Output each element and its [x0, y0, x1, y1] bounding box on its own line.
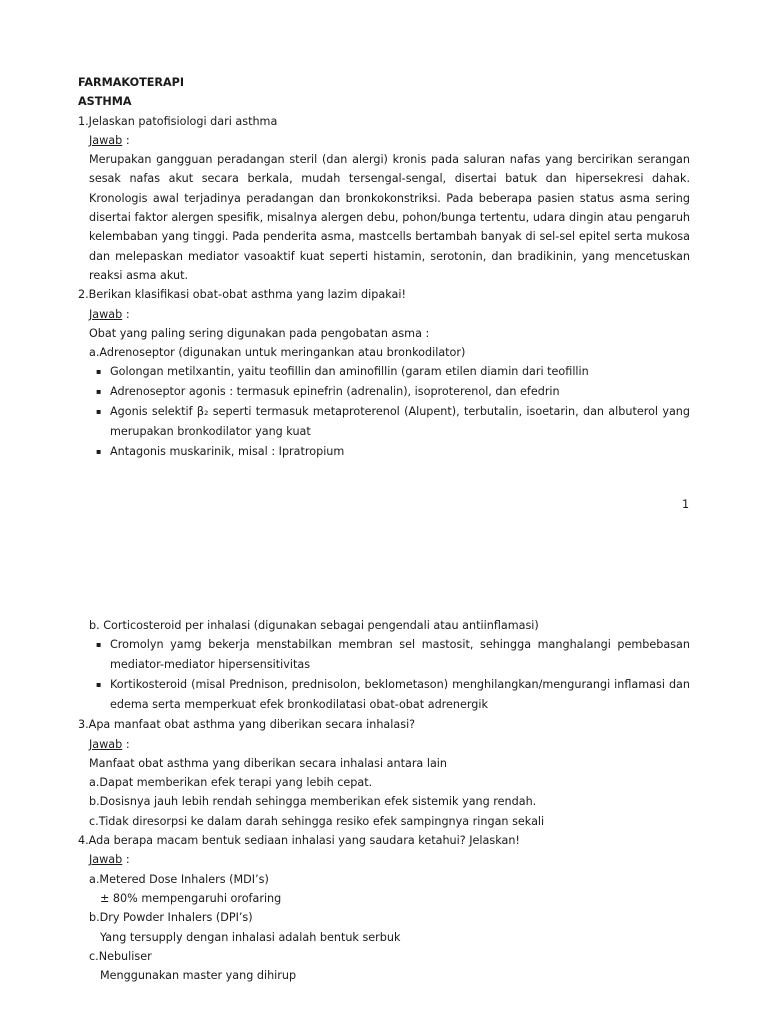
list-item	[78, 362, 690, 382]
list-item	[78, 382, 690, 402]
answer-2-item-a: a.Adrenoseptor (digunakan untuk meringankan atau bronkodilator)	[89, 346, 466, 360]
answer-3-intro: Manfaat obat asthma yang diberikan secara inhalasi antara lain	[89, 756, 448, 770]
jawab-label: Jawab	[89, 853, 123, 867]
square-bullet-icon: ▪	[96, 387, 102, 397]
list-item	[78, 675, 690, 715]
answer-1-text: Merupakan gangguan peradangan steril (dan alergi) kronis pada saluran nafas yang bercirikan serangan sesak nafas akut secara berkala, mudah tersengal-sengal, disertai batuk dan hipersekresi dahak. Kronologis awal terjadinya peradangan dan bronkokonstriksi. Pada beberapa pasien status asma sering disertai faktor alergen spesifik, misalnya alergen debu, pohon/bunga tertentu, udara dingin atau pengaruh kelembaban yang tinggi. Pada penderita asma, mastcells bertambah banyak di sel-sel epitel serta mukosa dan melepaskan mediator vasoaktif kuat seperti histamin, serotonin, dan bradikinin, yang mencetuskan reaksi asma akut.	[89, 153, 690, 282]
question-1: 1.Jelaskan patofisiologi dari asthma	[78, 114, 278, 128]
answer-4-item-b-desc: Yang tersupply dengan inhalasi adalah bentuk serbuk	[100, 930, 401, 944]
page-2-content	[78, 616, 690, 985]
answer-4-item-a-desc: ± 80% mempengaruhi orofaring	[100, 891, 282, 905]
answer-4-item-c: c.Nebuliser	[89, 949, 152, 963]
bullet-text: Cromolyn yamg bekerja menstabilkan membran sel mastosit, sehingga manghalangi pembebasan mediator-mediator hipersensitivitas	[110, 638, 690, 672]
answer-2-item-b: b. Corticosteroid per inhalasi (digunakan sebagai pengendali atau antiinflamasi)	[89, 619, 539, 632]
answer-label-3	[78, 735, 690, 754]
bullet-text: Agonis selektif β₂ seperti termasuk metaproterenol (Alupent), terbutalin, isoetarin, dan albuterol yang merupakan bronkodilator yang kuat	[110, 405, 690, 439]
answer-2-intro: Obat yang paling sering digunakan pada pengobatan asma :	[89, 326, 430, 340]
doc-title-asthma: ASTHMA	[78, 95, 132, 109]
jawab-colon: :	[122, 133, 130, 147]
question-3: 3.Apa manfaat obat asthma yang diberikan secara inhalasi?	[78, 718, 416, 732]
answer-label-4	[78, 850, 690, 869]
answer-3-item-a: a.Dapat memberikan efek terapi yang lebih cepat.	[89, 776, 373, 790]
square-bullet-icon: ▪	[96, 447, 102, 457]
doc-title-farmakoterapi: FARMAKOTERAPI	[78, 76, 185, 89]
bullet-text: Adrenoseptor agonis : termasuk epinefrin (adrenalin), isoproterenol, dan efedrin	[110, 385, 560, 399]
bullet-text: Kortikosteroid (misal Prednison, prednisolon, beklometason) menghilangkan/mengurangi inflamasi dan edema serta memperkuat efek bronkodilatasi obat-obat adrenergik	[110, 678, 690, 712]
jawab-colon: :	[122, 737, 130, 751]
answer-3-item-c: c.Tidak diresorpsi ke dalam darah sehingga resiko efek sampingnya ringan sekali	[89, 814, 545, 828]
square-bullet-icon: ▪	[96, 407, 102, 417]
square-bullet-icon: ▪	[96, 367, 102, 377]
answer-2b-bullet-list	[78, 635, 690, 715]
jawab-colon: :	[122, 853, 130, 867]
answer-label-2	[78, 305, 690, 324]
answer-label-1	[78, 131, 690, 150]
list-item	[78, 635, 690, 675]
page-number: 1	[682, 498, 690, 511]
answer-4-item-a: a.Metered Dose Inhalers (MDI’s)	[89, 872, 269, 886]
answer-2-bullet-list	[78, 362, 690, 462]
list-item	[78, 442, 690, 462]
bullet-text: Antagonis muskarinik, misal : Ipratropium	[110, 445, 345, 459]
question-4: 4.Ada berapa macam bentuk sediaan inhalasi yang saudara ketahui? Jelaskan!	[78, 834, 520, 848]
jawab-colon: :	[122, 307, 130, 321]
square-bullet-icon: ▪	[96, 640, 102, 650]
list-item	[78, 402, 690, 442]
page-1-content	[78, 73, 690, 462]
answer-3-item-b: b.Dosisnya jauh lebih rendah sehingga memberikan efek sistemik yang rendah.	[89, 795, 537, 809]
jawab-label: Jawab	[89, 737, 123, 751]
question-2: 2.Berikan klasifikasi obat-obat asthma yang lazim dipakai!	[78, 288, 406, 302]
bullet-text: Golongan metilxantin, yaitu teofillin dan aminofillin (garam etilen diamin dari teofillin	[110, 365, 589, 379]
jawab-label: Jawab	[89, 133, 123, 147]
answer-4-item-b: b.Dry Powder Inhalers (DPI’s)	[89, 911, 253, 925]
jawab-label: Jawab	[89, 307, 123, 321]
answer-4-item-c-desc: Menggunakan master yang dihirup	[100, 969, 297, 983]
square-bullet-icon: ▪	[96, 680, 102, 690]
